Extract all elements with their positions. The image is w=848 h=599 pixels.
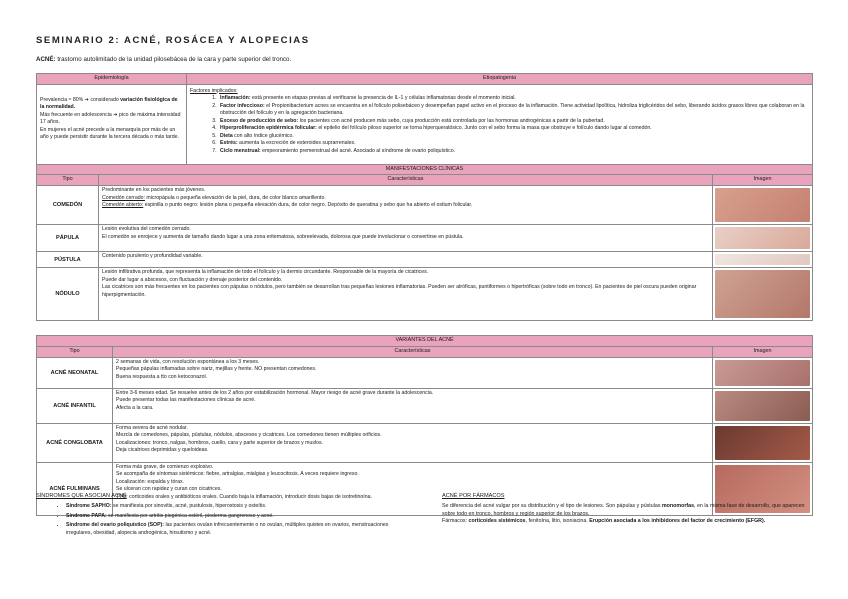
- eti-header: Etiopatogenia: [187, 73, 813, 84]
- eti-item-label: Exceso de producción de sebo:: [220, 117, 299, 124]
- epi-table: [36, 73, 813, 321]
- table2-image-cell: [713, 186, 813, 225]
- clinical-photo: [715, 391, 810, 421]
- clinical-photo: [715, 360, 810, 386]
- clinical-photo: [715, 254, 810, 265]
- imagen-header: Imagen: [713, 175, 813, 186]
- table3-row: [37, 357, 813, 388]
- table3-line: Puede presentar todas las manifestaciones clínicas de acné.: [116, 397, 256, 404]
- tipo-header: Tipo: [37, 347, 113, 358]
- epi-cell: [37, 84, 187, 164]
- eti-item-text: está presente en etapas previas al verificarse la presencia de IL-1 y células inflamatorias desde el momento inicial.: [250, 95, 516, 102]
- table3-characteristics: [113, 388, 713, 423]
- table3-line: Entre 3-6 meses edad. Se resuelve antes de los 2 años por estabilización hormonal. Mayor riesgo de acné grave durante la adolescencia.: [116, 389, 434, 396]
- imagen-header: Imagen: [713, 347, 813, 358]
- eti-item-text: el Propionibacterium acnes se encuentra en el folículo polisebáceo y desempeñan papel activo en el proceso de la inflamación. Tiene actividad lipolítica, hidroliza triglicéridos del sebo, liberando ácidos grasos libres que colaboran en la obstrucción del folículo y en la agregación bacteriana.: [220, 102, 805, 117]
- table2-image-cell: [713, 252, 813, 268]
- page: [36, 34, 812, 516]
- table3-line: TTO: corticoides orales y antibióticos orales. Cuando baja la inflamación, introducir dosis bajas de isotretinoína.: [116, 494, 372, 501]
- table3-line: Deja cicatrices deprimidas y queloideas.: [116, 447, 209, 454]
- eti-item-text: los pacientes con acné producen más sebo, cuya producción está controlada por las hormonas androgénicas a partir de la pubertad.: [298, 117, 605, 124]
- table2-image-cell: [713, 268, 813, 321]
- eti-item-text: el epitelio del folículo piloso superior se torna hiperqueratósico. Junto con el sebo forma la masa que obstruye e folículo dando lugar al comedón.: [316, 125, 652, 132]
- table2-row: [37, 225, 813, 252]
- table2-type: COMEDÓN: [37, 186, 99, 225]
- sindrome-text: se manifiesta por artritis piogénica estéril, pioderma gangrenoso y acné.: [106, 512, 274, 519]
- table2-line: Predominante en los pacientes más jóvenes.: [102, 187, 206, 194]
- tipo-header: Tipo: [37, 175, 99, 186]
- sindromes-heading: SÍNDROMES QUE ASOCIAN ACNÉ: [36, 493, 127, 499]
- eti-intro: Factores implicados:: [190, 87, 238, 94]
- eti-cell: [187, 84, 813, 164]
- eti-item-label: Dieta: [220, 132, 233, 139]
- table3-line: Localizaciones: tronco, nalgas, hombros, cuello, cara y parte superior de brazos y muslos.: [116, 439, 324, 446]
- eti-item: [218, 103, 809, 118]
- table3-image-cell: [713, 388, 813, 423]
- clinical-photo: [715, 188, 810, 222]
- table3-line: Buena respuesta a tto con ketoconazol.: [116, 373, 208, 380]
- table3-type: ACNÉ NEONATAL: [37, 357, 113, 388]
- sindromes-section: [36, 492, 396, 539]
- farmacos-p1: Se diferencia del acné vulgar por su distribución y el tipo de lesiones. Son pápulas y pústulas monomorfas, en la misma fase de desarrollo, que aparecen sobre todo en tronco, hombros y región superior de los brazos.: [442, 503, 805, 517]
- sindrome-text: se manifiesta por sinovitis, acné, pustulosis, hiperostosis y osteítis.: [111, 503, 267, 510]
- eti-item-text: aumenta la excreción de esteroides suprarrenales.: [237, 140, 356, 147]
- sindrome-item: [66, 522, 396, 537]
- farmacos-heading: ACNÉ POR FÁRMACOS: [442, 493, 505, 499]
- table3-line: Afecta a la cara.: [116, 404, 154, 411]
- table3-image-cell: [713, 423, 813, 462]
- table3-line: Se ulceran con rapidez y curan con cicatrices.: [116, 486, 222, 493]
- table3-row: [37, 388, 813, 423]
- table3-line: Mezcla de comedones, pápulas, pústulas, nódulos, abscesos y cicatrices. Los comedones tienen múltiples orificios.: [116, 432, 382, 439]
- table3-line: Forma más grave, de comienzo explosivo.: [116, 463, 214, 470]
- table3-line: Forma severa de acné nodular.: [116, 424, 188, 431]
- table2-type: PÁPULA: [37, 225, 99, 252]
- clinical-photo: [715, 270, 810, 318]
- eti-item-label: Ciclo menstrual:: [220, 147, 261, 154]
- epi-p1: Prevalencia ≈ 80% ➔ considerado variación fisiológica de la normalidad.: [40, 96, 178, 111]
- variantes-table: [36, 335, 813, 516]
- farmacos-section: [442, 492, 812, 526]
- acne-def-text: trastorno autolimitado de la unidad pilosebácea de la cara y parte superior del tronco.: [55, 55, 292, 63]
- sindrome-label: Síndrome SAPHO:: [66, 503, 112, 510]
- eti-item-label: Hiperproliferación epidérmica folicular:: [220, 125, 317, 132]
- farmacos-p2: Fármacos: corticoides sistémicos, fenitoína, litio, isoniacina. Erupción asociada a los inhibidores del factor de crecimiento (EFGR).: [442, 518, 766, 525]
- table2-line: Comedón cerrado: micropápula o pequeña elevación de la piel, dura, de color blanco amarillento.: [102, 194, 326, 201]
- sindrome-label: Síndrome PAPA:: [66, 512, 107, 519]
- epi-p2: Más frecuente en adolescencia ➔ pico de máxima intensidad 17 años.: [40, 111, 181, 126]
- eti-item-label: Factor infeccioso:: [220, 102, 265, 109]
- eti-item: [218, 133, 809, 141]
- table3-line: 2 semanas de vida, con resolución espontánea a los 3 meses.: [116, 358, 260, 365]
- epi-p3: En mujeres el acné precede a la menarquía por más de un año y puede persistir durante la tercera década o más tarde.: [40, 126, 179, 141]
- table2-line: Lesión infiltrativa profunda, que representa la inflamación de todo el folículo y la dermis circundante. Responsable de la mayoría de cicatrices.: [102, 269, 429, 276]
- table2-row: [37, 268, 813, 321]
- table3-type: ACNÉ INFANTIL: [37, 388, 113, 423]
- table2-type: NÓDULO: [37, 268, 99, 321]
- table2-characteristics: [99, 186, 713, 225]
- sindrome-label: Síndrome del ovario poliquístico (SOP):: [66, 522, 164, 529]
- table2-row: [37, 252, 813, 268]
- eti-item: [218, 148, 809, 156]
- table2-line: Lesión evolutiva del comedón cerrado.: [102, 226, 191, 233]
- table2-characteristics: [99, 225, 713, 252]
- table2-line: Puede dar lugar a abscesos, con fluctuación y drenaje posterior del contenido.: [102, 276, 283, 283]
- table2-line: El comedón se enrojece y aumenta de tamaño dando lugar a una zona eritematosa, sobreelevada, dolorosa que puede involucionar o convertirse en pústula.: [102, 233, 464, 240]
- caracteristicas-header: Características: [113, 347, 713, 358]
- eti-item: [218, 140, 809, 148]
- table2-line: Comedón abierto: espinilla o punto negro: lesión plana o pequeña elevación dura, de color negro. Depósito de queratina y sebo que ha abierto el ostium folicular.: [102, 202, 473, 209]
- table2-image-cell: [713, 225, 813, 252]
- eti-item: [218, 125, 809, 133]
- caracteristicas-header: Características: [99, 175, 713, 186]
- table2-type: PÚSTULA: [37, 252, 99, 268]
- table2-row: [37, 186, 813, 225]
- acne-label: ACNÉ:: [36, 55, 56, 63]
- table3-image-cell: [713, 357, 813, 388]
- manifestaciones-heading: MANIFESTACIONES CLÍNICAS: [37, 164, 813, 175]
- table2-characteristics: [99, 252, 713, 268]
- table3-characteristics: [113, 357, 713, 388]
- variantes-heading: VARIANTES DEL ACNÉ: [37, 336, 813, 347]
- eti-item-text: empeoramiento premenstrual del acné. Asociado al síndrome de ovario poliquístico.: [260, 147, 456, 154]
- sindromes-list: [36, 503, 396, 537]
- eti-item-label: Estrés:: [220, 140, 238, 147]
- eti-item-text: con alto índice glucémico.: [232, 132, 294, 139]
- table2-characteristics: [99, 268, 713, 321]
- table3-type: ACNÉ CONGLOBATA: [37, 423, 113, 462]
- table3-type: ACNÉ FULMINANS: [37, 462, 113, 515]
- table3-row: [37, 423, 813, 462]
- sindrome-item: [66, 503, 396, 511]
- acne-definition: [36, 56, 812, 65]
- table2-line: Contenido purulento y profundidad variable.: [102, 253, 203, 260]
- page-title: SEMINARIO 2: ACNÉ, ROSÁCEA Y ALOPECIAS: [36, 35, 310, 46]
- sindrome-item: [66, 513, 396, 521]
- clinical-photo: [715, 227, 810, 249]
- table3-characteristics: [113, 423, 713, 462]
- eti-item-label: Inflamación:: [220, 95, 251, 102]
- table3-line: Localización: espalda y tórax.: [116, 478, 185, 485]
- eti-item: [218, 118, 809, 126]
- eti-list: [190, 95, 809, 155]
- sindrome-text: las pacientes ovulan infrecuentemente o no ovulan, múltiples quistes en ovarios, menstruaciones irregulares, obesidad, alopecia androgénica, hirsutismo y acné.: [66, 522, 389, 536]
- table3-line: Se acompaña de síntomas sistémicos: fiebre, artralgias, mialgias y leucocitosis. A veces requiere ingreso.: [116, 471, 359, 478]
- clinical-photo: [715, 426, 810, 460]
- eti-item: [218, 95, 809, 103]
- table2-line: Las cicatrices son más frecuentes en los pacientes con pápulas o nódulos, pero también se desarrollan tras pequeñas lesiones inflamatorias. Pueden ser atróficas, puntiformes o hipertróficas (sobre todo en tronco). En pacientes de piel oscura pueden originar hiperpigmentación.: [102, 284, 697, 298]
- epi-header: Epidemiología: [37, 73, 187, 84]
- table3-line: Pequeñas pápulas inflamadas sobre nariz, mejillas y frente. NO presentan comedones.: [116, 366, 317, 373]
